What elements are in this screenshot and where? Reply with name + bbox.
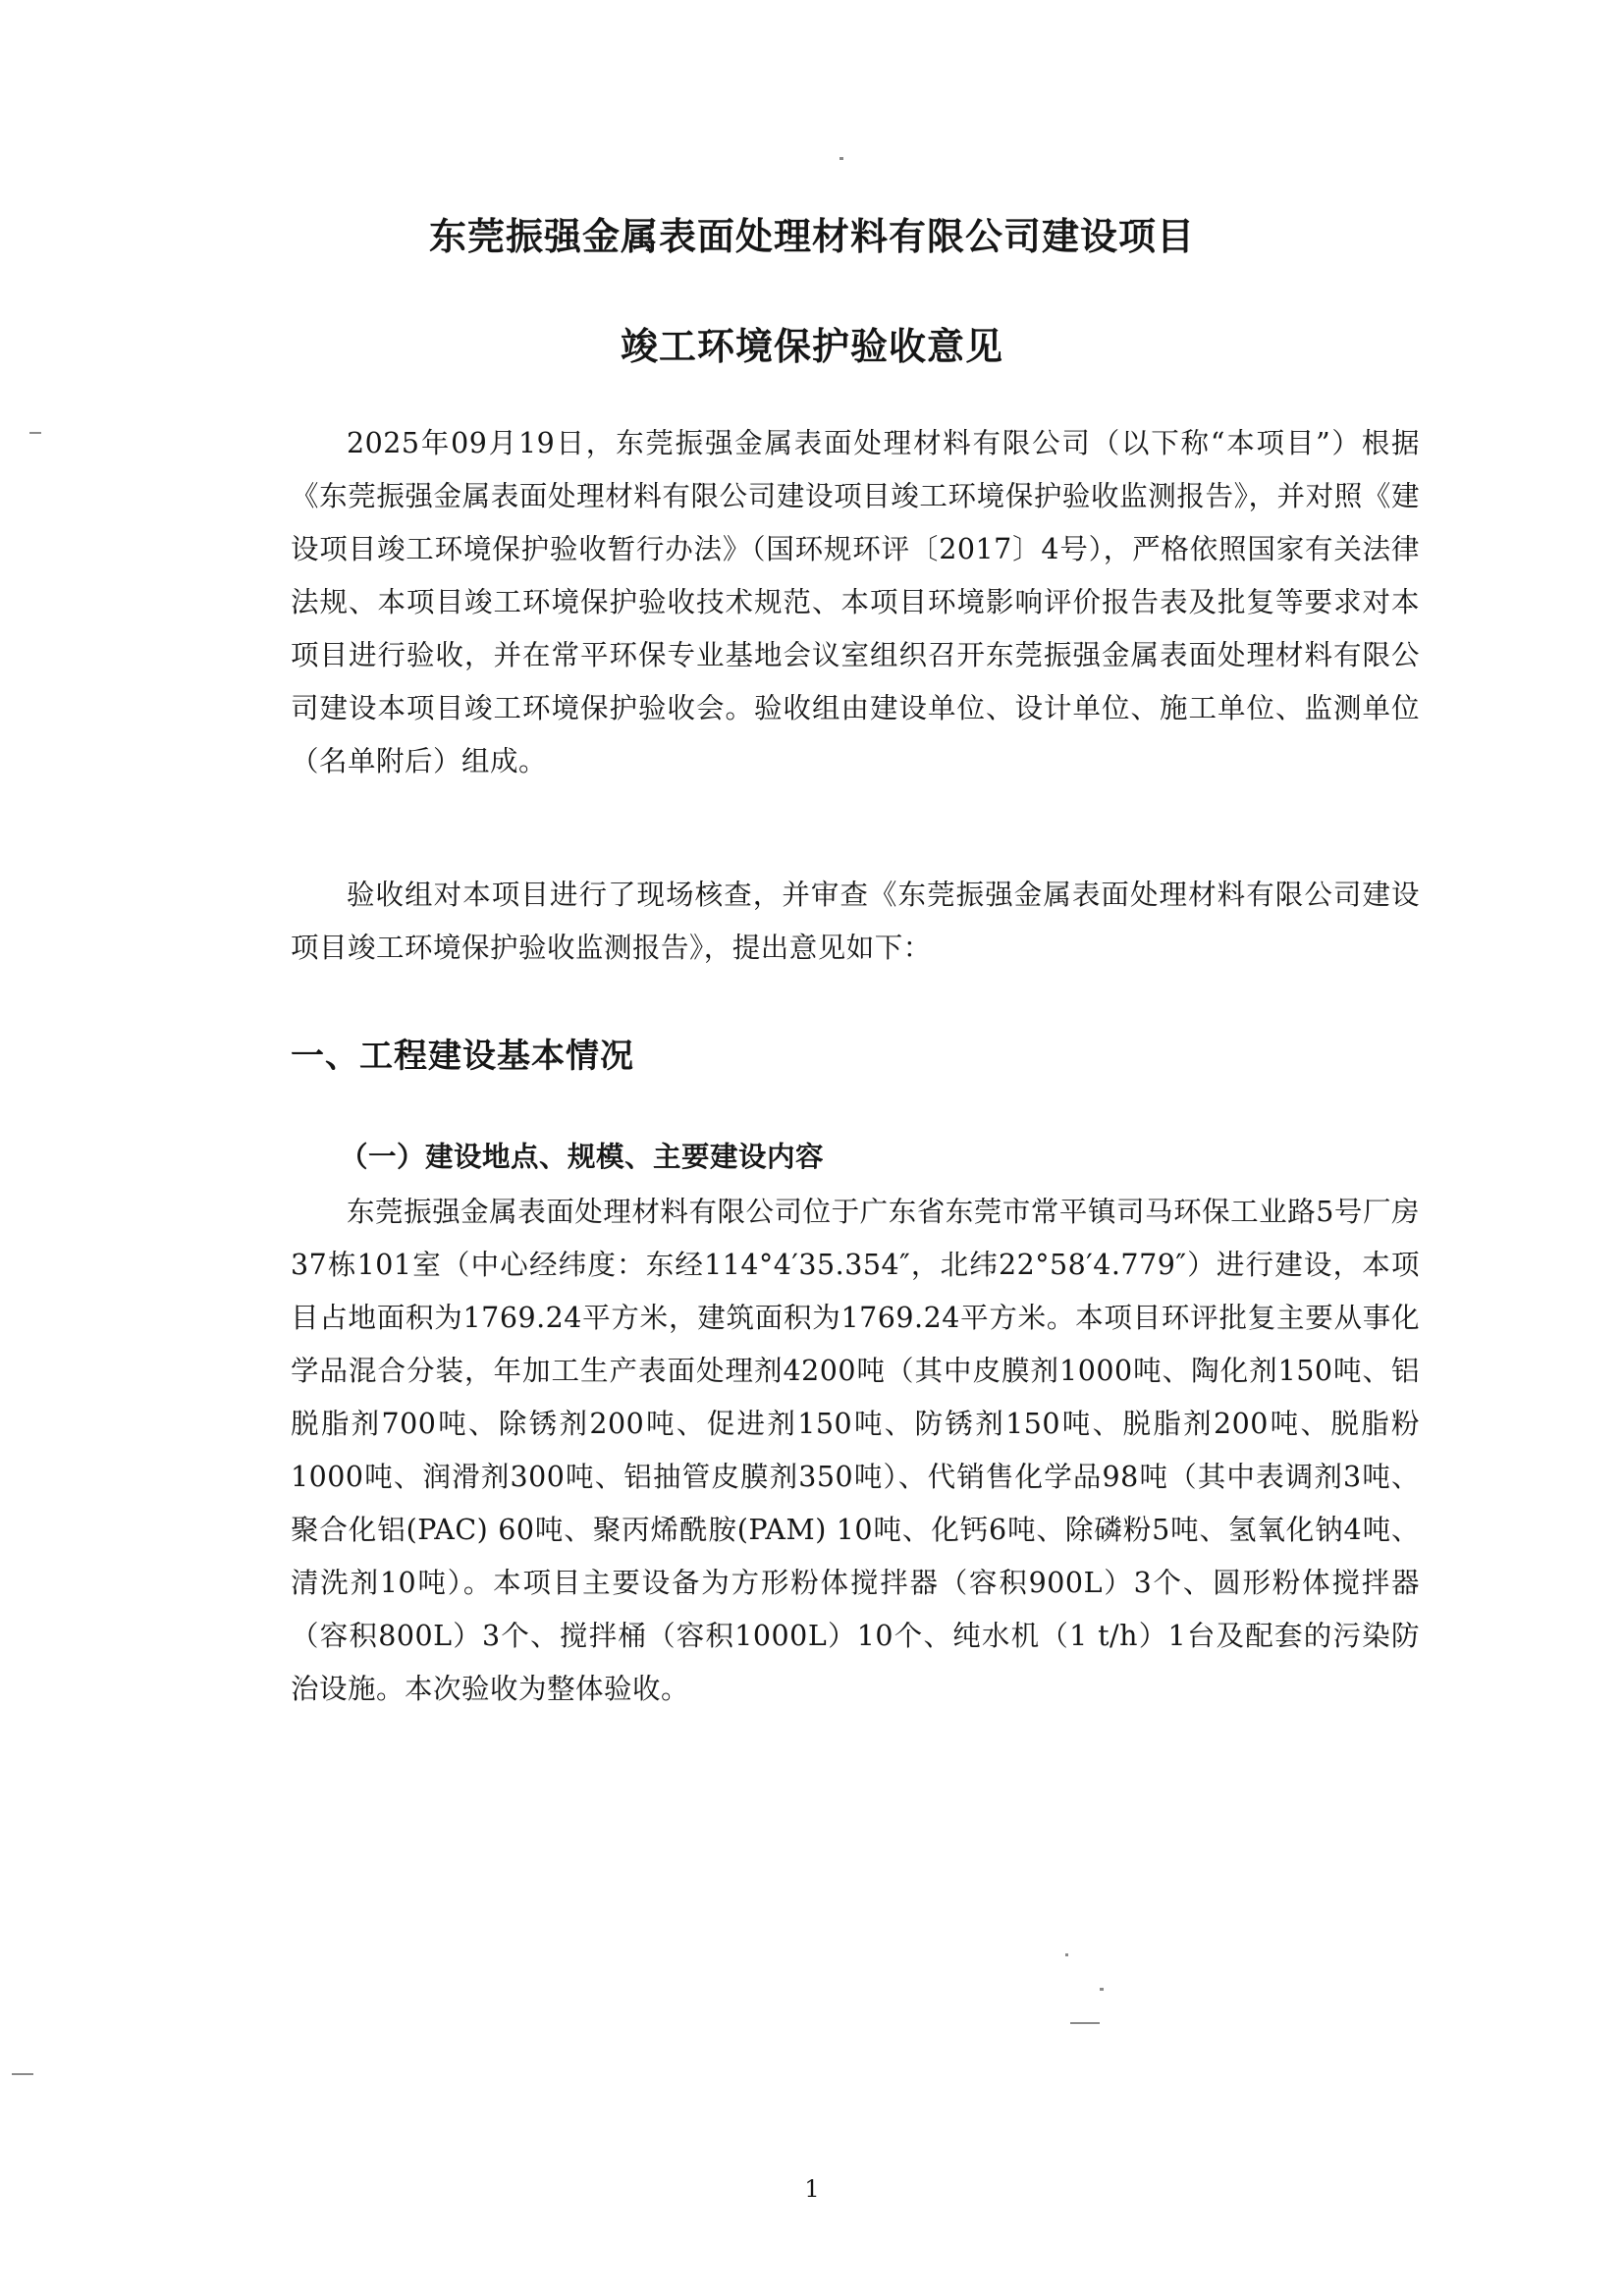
section-heading: 一、工程建设基本情况	[291, 1037, 634, 1076]
scan-speck	[1100, 1988, 1104, 1991]
page-number: 1	[804, 2175, 820, 2203]
scan-speck	[29, 432, 41, 434]
scan-speck	[839, 157, 843, 160]
document-title-line-1: 东莞振强金属表面处理材料有限公司建设项目	[428, 215, 1195, 258]
scan-speck	[1070, 2022, 1100, 2024]
review-paragraph: 验收组对本项目进行了现场核查，并审查《东莞振强金属表面处理材料有限公司建设项目竣工环境保护验收监测报告》，提出意见如下：	[291, 879, 1420, 964]
scan-speck	[12, 2073, 33, 2075]
scan-speck	[1065, 1953, 1068, 1956]
document-title-line-2: 竣工环境保护验收意见	[620, 325, 1003, 368]
subsection-heading: （一）建设地点、规模、主要建设内容	[340, 1141, 825, 1173]
subsection-paragraph: 东莞振强金属表面处理材料有限公司位于广东省东莞市常平镇司马环保工业路5号厂房37栋101室（中心经纬度：东经114°4′35.354″，北纬22°58′4.779″）进行建设，本项目占地面积为1769.24平方米，建筑面积为1769.24平方米。本项目环评批复主要从事化学品混合分装，年加工生产表面处理剂4200吨（其中皮膜剂1000吨、陶化剂150吨、铝脱脂剂700吨、除锈剂200吨、促进剂150吨、防锈剂150吨、脱脂剂200吨、脱脂粉1000吨、润滑剂300吨、铝抽管皮膜剂350吨）、代销售化学品98吨（其中表调剂3吨、聚合化铝(PAC) 60吨、聚丙烯酰胺(PAM) 10吨、化钙6吨、除磷粉5吨、氢氧化钠4吨、清洗剂10吨）。本项目主要设备为方形粉体搅拌器（容积900L）3个、圆形粉体搅拌器（容积800L）3个、搅拌桶（容积1000L）10个、纯水机（1 t/h）1台及配套的污染防治设施。本次验收为整体验收。	[291, 1196, 1420, 1705]
intro-paragraph: 2025年09月19日，东莞振强金属表面处理材料有限公司（以下称“本项目”）根据《东莞振强金属表面处理材料有限公司建设项目竣工环境保护验收监测报告》，并对照《建设项目竣工环境保护验收暂行办法》（国环规环评〔2017〕4号），严格依照国家有关法律法规、本项目竣工环境保护验收技术规范、本项目环境影响评价报告表及批复等要求对本项目进行验收，并在常平环保专业基地会议室组织召开东莞振强金属表面处理材料有限公司建设本项目竣工环境保护验收会。验收组由建设单位、设计单位、施工单位、监测单位（名单附后）组成。	[291, 427, 1420, 777]
